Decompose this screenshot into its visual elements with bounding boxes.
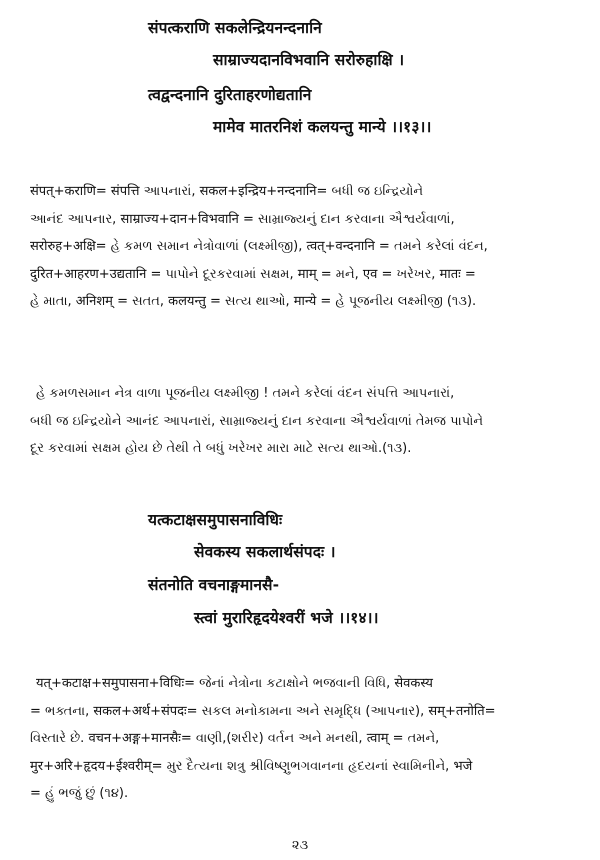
verse-14-line-2: सेवकस्य सकलार्थसंपदः ।	[194, 543, 336, 561]
commentary-13-line-1: संपत्+कराणि= संपत्ति આપનારાં, सकल+इन्द्रिय+नन्दनानि= બધી જ ઇન્દ્રિયોને	[30, 184, 424, 199]
commentary-13-line-5: હે માતા, अनिशम् = સતત, कलयन्तु = સત્ય થાઓ, मान्ये = હે પૂજનીય લક્ષ્મીજી (૧૩).	[30, 294, 477, 309]
commentary-14	[30, 670, 575, 808]
commentary-13	[30, 178, 575, 316]
verse-14-line-3: संतनोति वचनाङ्गमानसै-	[148, 576, 280, 594]
commentary-13-line-4: दुरित+आहरण+उद्यतानि = પાપોને દૂરકરવામાં સક્ષમ, माम् = મને, एव = ખરેખર, मातः =	[30, 266, 476, 282]
page-number: ૨૩	[291, 838, 309, 853]
verse-14-line-4: स्त्वां मुरारिहृदयेश्वरीं भजे ।।१४।।	[194, 609, 379, 627]
commentary-13-line-2: આનંદ આપનાર, साम्राज्य+दान+विभवानि = સામ્રાજ્યનું દાન કરવાના ઐશ્વર્યવાળાં,	[30, 211, 455, 227]
translation-13-line-3: દૂર કરવામાં સક્ષમ હોય છે તેથી તે બધું ખરેખર મારા માટે સત્ય થાઓ.(૧૩).	[30, 441, 412, 456]
commentary-14-line-3: વિસ્તારે છે. वचन+अङ्ग+मानसैः= વાણી,(શરીર) વર્તન અને મનથી, त्वाम् = તમને,	[30, 731, 440, 746]
verse-14-line-1: यत्कटाक्षसमुपासनाविधिः	[148, 511, 283, 529]
commentary-14-line-2: = ભક્તના, सकल+अर्थ+संपदः= સકલ મનોકામના અને સમૃદ્ધિ (આપનાર), सम्+तनोति=	[30, 703, 496, 719]
commentary-14-line-4: मुर+अरि+हृदय+ईश्वरीम्= મુર દૈત્યના શત્રુ શ્રીવિષ્ણુભગવાનના હૃદયનાં સ્વામિનીને, भजे	[30, 758, 473, 774]
commentary-14-line-5: = હું ભજું છું (૧૪).	[30, 786, 129, 801]
verse-13-line-3: त्वद्वन्दनानि दुरिताहरणोद्यतानि	[148, 86, 312, 104]
verse-13-line-2: साम्राज्यदानविभवानि सरोरुहाक्षि ।	[213, 51, 405, 69]
commentary-13-line-3: सरोरुह+अक्षि= હે કમળ સમાન નેત્રોવાળાં (લક્ષ્મીજી), त्वत्+वन्दनानि = તમને કરેલાં વંદન,	[30, 239, 488, 254]
translation-13	[30, 380, 575, 463]
translation-13-line-2: બધી જ ઇન્દ્રિયોને આનંદ આપનારાં, સામ્રાજ્યનું દાન કરવાના ઐશ્વર્યવાળાં તેમજ પાપોને	[30, 413, 484, 429]
translation-13-line-1: હે કમળસમાન નેત્ર વાળા પૂજનીય લક્ષ્મીજી ! તમને કરેલાં વંદન સંપત્તિ આપનારાં,	[36, 386, 455, 401]
verse-13-line-4: मामेव मातरनिशं कलयन्तु मान्ये ।।१३।।	[213, 118, 432, 136]
commentary-14-line-1: यत्+कटाक्ष+समुपासना+विधिः= જેનાં નેત્રોના કટાક્ષોને ભજવાની વિધિ, सेवकस्य	[36, 676, 433, 691]
verse-13-line-1: संपत्कराणि सकलेन्द्रियनन्दनानि	[148, 19, 322, 37]
